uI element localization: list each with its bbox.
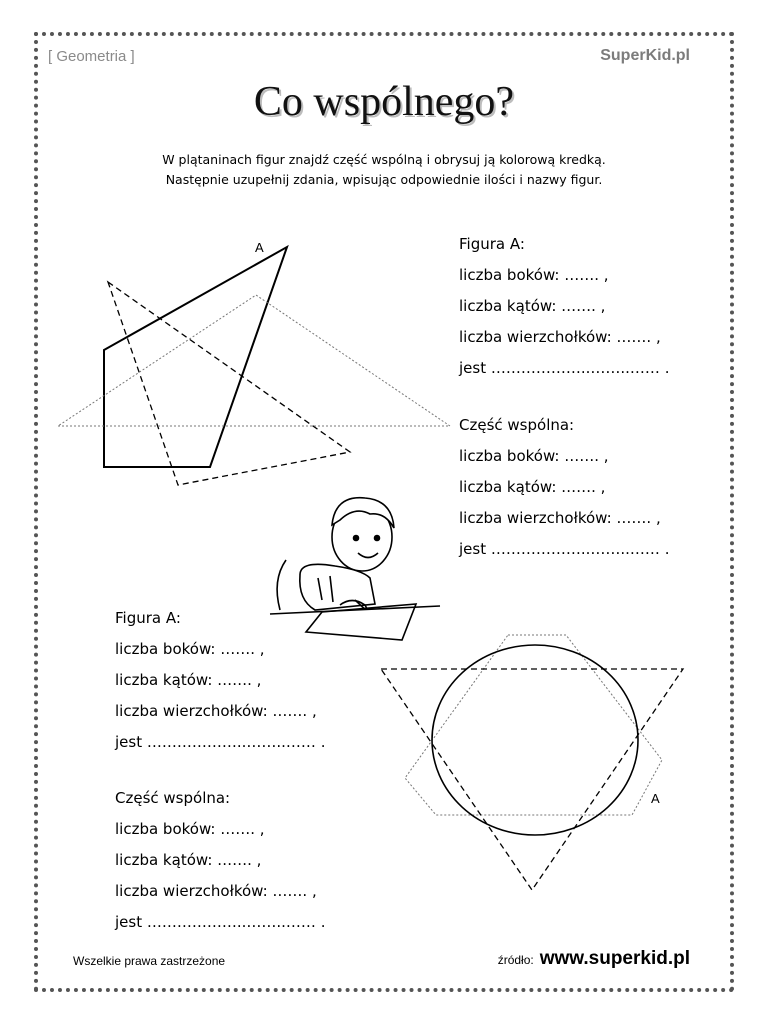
- figure2-angles: liczba kątów: ……. ,: [115, 671, 262, 689]
- source-credit: [498, 948, 690, 970]
- figure1-common-heading: Część wspólna:: [459, 416, 575, 434]
- figure2-vertices: liczba wierzchołków: ……. ,: [115, 702, 317, 720]
- figure2-common-angles: liczba kątów: ……. ,: [115, 851, 262, 869]
- figure1-vertices: liczba wierzchołków: ……. ,: [459, 328, 661, 346]
- source-label: źródło:: [497, 953, 534, 967]
- figure2-common-is: jest ………………..……..…… .: [115, 913, 326, 931]
- figure2-sides: liczba boków: ……. ,: [115, 640, 265, 658]
- figure1-dashed-triangle: [108, 282, 350, 485]
- figure2-is: jest ………………..……..…… .: [115, 733, 326, 751]
- figure1-label: A: [255, 240, 264, 255]
- figure1-common-questions: [459, 410, 669, 565]
- brand-logo-text: SuperKid.pl: [600, 47, 690, 64]
- instruction-line-2: Następnie uzupełnij zdania, wpisując odpowiednie ilości i nazwy figur.: [165, 172, 603, 187]
- source-link[interactable]: www.superkid.pl: [539, 948, 690, 969]
- figure2-questions: [115, 603, 325, 758]
- figure2-label: A: [651, 791, 660, 806]
- figure1-common-is: jest ………………..……..…… .: [459, 540, 670, 558]
- figure1-questions: [459, 229, 669, 384]
- figure2-common-heading: Część wspólna:: [115, 789, 231, 807]
- figure1-angles: liczba kątów: ……. ,: [459, 297, 606, 315]
- figure1-common-vertices: liczba wierzchołków: ……. ,: [459, 509, 661, 527]
- figure2-ellipse: [432, 645, 638, 835]
- figure1-heading: Figura A:: [459, 235, 525, 253]
- figure1-quadrilateral: [104, 247, 287, 467]
- figure2-common-sides: liczba boków: ……. ,: [115, 820, 265, 838]
- copyright-text: Wszelkie prawa zastrzeżone: [73, 954, 226, 968]
- figure2-heading: Figura A:: [115, 609, 181, 627]
- page-title: Co wspólnego?: [253, 79, 515, 125]
- figure2-common-vertices: liczba wierzchołków: ……. ,: [115, 882, 317, 900]
- figure1-sides: liczba boków: ……. ,: [459, 266, 609, 284]
- figure2-dashed-triangle: [381, 669, 683, 890]
- instruction-line-1: W plątaninach figur znajdź część wspólną i obrysuj ją kolorową kredką.: [162, 152, 606, 167]
- figure1-is: jest ………………..……..…… .: [459, 359, 670, 377]
- category-tag: [ Geometria ]: [48, 48, 135, 65]
- figure1-dotted-triangle: [58, 295, 450, 426]
- figure2-common-questions: [115, 783, 325, 938]
- figure1-common-angles: liczba kątów: ……. ,: [459, 478, 606, 496]
- figure1-common-sides: liczba boków: ……. ,: [459, 447, 609, 465]
